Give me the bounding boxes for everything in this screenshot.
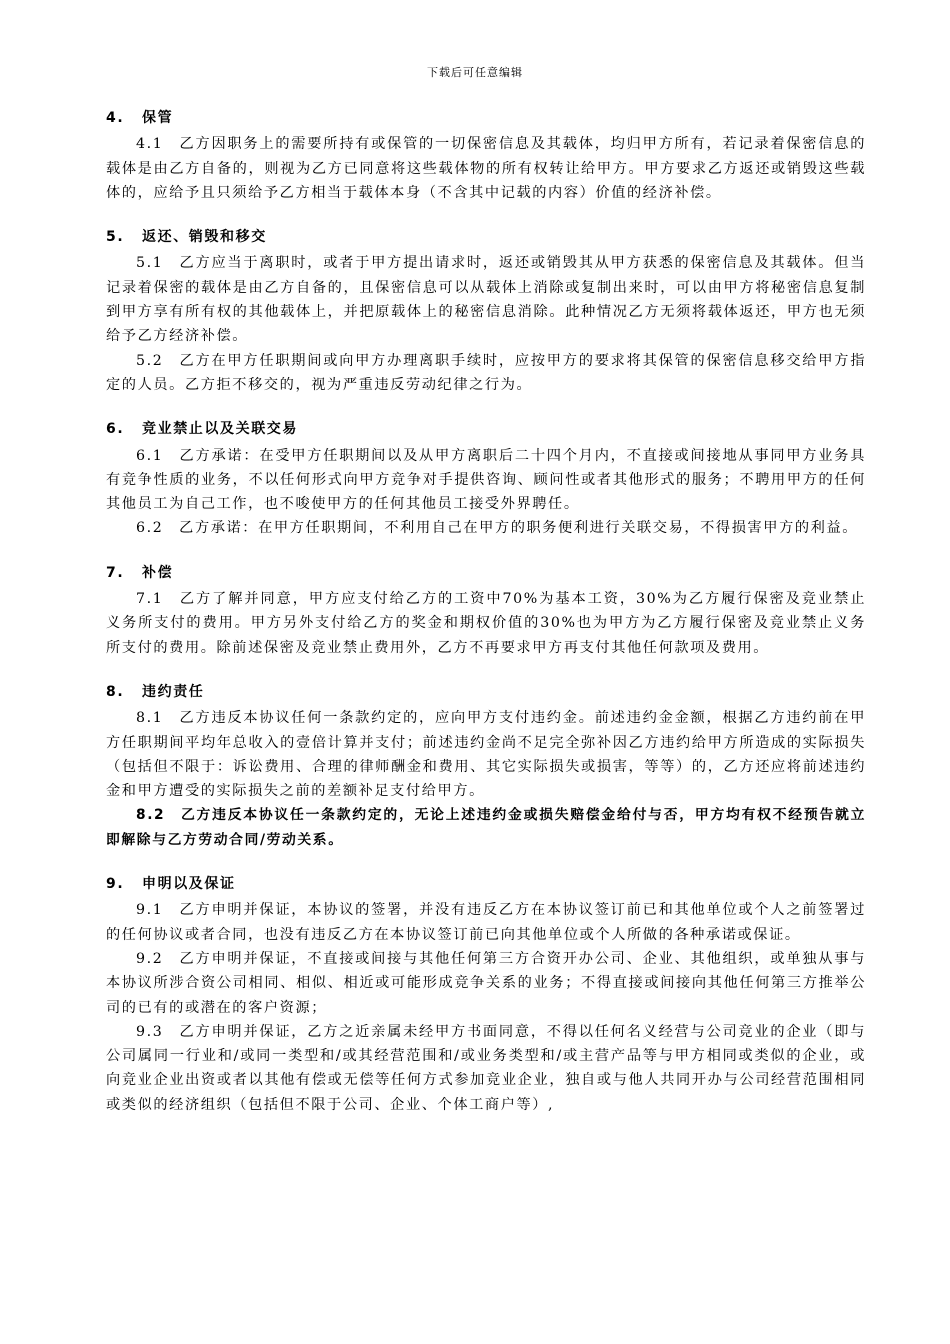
section-title: 违约责任 (142, 683, 205, 700)
clause-paragraph: 9.1 乙方申明并保证，本协议的签署，并没有违反乙方在本协议签订前已和其他单位或个人之前签署过的任何协议或者合同，也没有违反乙方在本协议签订前已向其他单位或个人所做的各种承诺或保证。 (106, 902, 866, 943)
section-title: 申明以及保证 (142, 876, 236, 893)
section-number: 9. (106, 876, 125, 893)
clause-paragraph: 9.3 乙方申明并保证，乙方之近亲属未经甲方书面同意，不得以任何名义经营与公司竞业的企业（即与公司属同一行业和/或同一类型和/或其经营范围和/或业务类型和/或主营产品等与甲方相同或类似的企业，或向竞业企业出资或者以其他有偿或无偿等任何方式参加竞业企业，独自或与他人共同开办与公司经营范围相同或类似的经济组织（包括但不限于公司、企业、个体工商户等）, (106, 1023, 866, 1113)
clause-paragraph: 8.2 乙方违反本协议任一条款约定的，无论上述违约金或损失赔偿金给付与否，甲方均有权不经预告就立即解除与乙方劳动合同/劳动关系。 (106, 807, 866, 848)
section-heading (106, 561, 866, 585)
section-number: 5. (106, 229, 125, 246)
clause-paragraph: 4.1 乙方因职务上的需要所持有或保管的一切保密信息及其载体，均归甲方所有，若记录着保密信息的载体是由乙方自备的，则视为乙方已同意将这些载体物的所有权转让给甲方。甲方要求乙方返还或销毁这些载体的，应给予且只须给予乙方相当于载体本身（不含其中记载的内容）价值的经济补偿。 (106, 136, 866, 201)
section-heading (106, 872, 866, 896)
section-title: 返还、销毁和移交 (142, 229, 267, 246)
clause-paragraph: 8.1 乙方违反本协议任何一条款约定的，应向甲方支付违约金。前述违约金金额，根据乙方违约前在甲方任职期间平均年总收入的壹倍计算并支付；前述违约金尚不足完全弥补因乙方违约给甲方所造成的实际损失（包括但不限于：诉讼费用、合理的律师酬金和费用、其它实际损失或损害，等等）的，乙方还应将前述违约金和甲方遭受的实际损失之前的差额补足支付给甲方。 (106, 710, 866, 800)
clause-paragraph: 7.1 乙方了解并同意，甲方应支付给乙方的工资中70%为基本工资，30%为乙方履行保密及竞业禁止义务所支付的费用。甲方另外支付给乙方的奖金和期权价值的30%也为甲方为乙方履行保密及竞业禁止义务所支付的费用。除前述保密及竞业禁止费用外，乙方不再要求甲方再支付其他任何款项及费用。 (106, 591, 866, 656)
section-heading (106, 417, 866, 441)
section-7 (106, 561, 866, 660)
section-number: 4. (106, 110, 125, 126)
section-title: 补偿 (142, 564, 174, 581)
document-body (106, 106, 866, 1137)
section-number: 8. (106, 683, 125, 700)
clause-paragraph: 6.2 乙方承诺：在甲方任职期间，不利用自己在甲方的职务便利进行关联交易，不得损害甲方的利益。 (136, 520, 859, 537)
section-title: 竞业禁止以及关联交易 (142, 421, 298, 438)
page-header: 下载后可任意编辑 (427, 66, 523, 79)
section-9 (106, 872, 866, 1117)
section-number: 7. (106, 564, 125, 581)
section-heading (106, 225, 866, 249)
section-4 (106, 106, 866, 205)
clause-paragraph: 6.1 乙方承诺：在受甲方任职期间以及从甲方离职后二十四个月内，不直接或间接地从事同甲方业务具有竞争性质的业务，不以任何形式向甲方竞争对手提供咨询、顾问性或者其他形式的服务；不聘用甲方的任何其他员工为自己工作，也不唆使甲方的任何其他员工接受外界聘任。 (106, 447, 866, 513)
section-heading (106, 106, 866, 130)
clause-paragraph: 5.2 乙方在甲方任职期间或向甲方办理离职手续时，应按甲方的要求将其保管的保密信息移交给甲方指定的人员。乙方拒不移交的，视为严重违反劳动纪律之行为。 (106, 352, 866, 393)
clause-paragraph: 9.2 乙方申明并保证，不直接或间接与其他任何第三方合资开办公司、企业、其他组织，或单独从事与本协议所涉合资公司相同、相似、相近或可能形成竞争关系的业务；不得直接或间接向其他任何第三方推举公司的已有的或潜在的客户资源； (106, 950, 866, 1016)
section-8 (106, 680, 866, 852)
section-5 (106, 225, 866, 397)
section-number: 6. (106, 421, 125, 438)
section-heading (106, 680, 866, 704)
section-6 (106, 417, 866, 540)
clause-paragraph: 5.1 乙方应当于离职时，或者于甲方提出请求时，返还或销毁其从甲方获悉的保密信息及其载体。但当记录着保密的载体是由乙方自备的，且保密信息可以从载体上消除或复制出来时，可以由甲方将秘密信息复制到甲方享有所有权的其他载体上，并把原载体上的秘密信息消除。此种情况乙方无须将载体返还，甲方也无须给予乙方经济补偿。 (106, 255, 866, 345)
section-title: 保管 (142, 110, 174, 126)
